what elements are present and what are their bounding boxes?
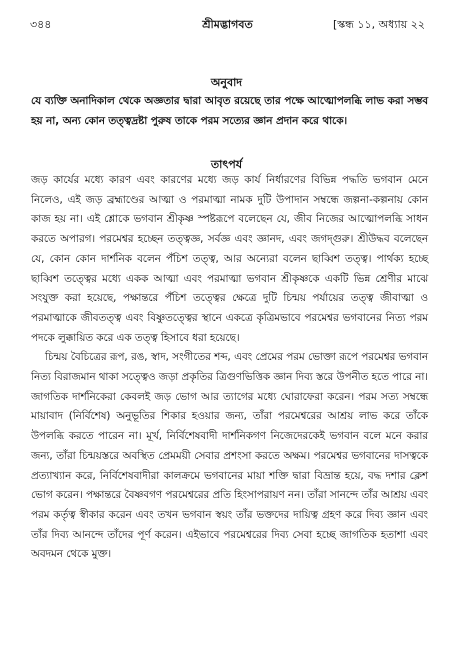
book-title: শ্রীমদ্ভাগবত [202,18,253,31]
purport-body [31,171,428,565]
translation-text: যে ব্যক্তি অনাদিকাল থেকে অজ্ঞতার দ্বারা আবৃত রয়েছে তার পক্ষে আত্মোপলব্ধি লাভ করা সম্ভব হয় না, অন্য কোন তত্ত্বদ্রষ্টা পুরুষ তাকে পরম সত্যের জ্ঞান প্রদান করে থাকে। [31,95,428,127]
chapter-reference: [স্কন্ধ ১১, অধ্যায় ২২ [332,18,425,31]
purport-paragraph: জড় কার্যের মধ্যে কারণ এবং কারণের মধ্যে জড় কার্য নির্ধারণের বিভিন্ন পদ্ধতি ভগবান মেনে নিলেও, এই জড় ব্রহ্মাণ্ডের আত্মা ও পরমাত্মা নামক দুটি উপাদান সম্বন্ধে জল্পনা-কল্পনায় কোন কাজ হয় না। এই শ্লোকে ভগবান শ্রীকৃষ্ণ স্পষ্টরূপে বলেছেন যে, জীব নিজের আত্মোপলব্ধি সাধন করতে অপারগ। পরমেশ্বর হচ্ছেন তত্ত্বজ্ঞ, সর্বজ্ঞ এবং জ্ঞানদ, এবং জগদ্গুরু। শ্রীউদ্ধব বলেছেন যে, কোন কোন দার্শনিক বলেন পঁচিশ তত্ত্ব, আর অন্যেরা বলেন ছাব্বিশ তত্ত্ব। পার্থক্য হচ্ছে ছাব্বিশ তত্ত্বের মধ্যে একক আত্মা এবং পরমাত্মা ভগবান শ্রীকৃষ্ণকে একটি ভিন্ন শ্রেণীর মাঝে সংযুক্ত করা হয়েছে, পক্ষান্তরে পঁচিশ তত্ত্বের ক্ষেত্রে দুটি চিন্ময় পর্যায়ের তত্ত্ব জীবাত্মা ও পরমাত্মাকে জীবতত্ত্ব এবং বিষ্ণুতত্ত্বের স্থানে একত্রে কৃত্রিমভাবে পরমেশ্বর ভগবানের নিত্য পরম পদকে লুক্কায়িত করে এক তত্ত্ব হিসাবে ধরা হয়েছে। [31,174,428,344]
purport-paragraph: চিন্ময় বৈচিত্রের রূপ, রঙ, স্বাদ, সংগীতের শব্দ, এবং প্রেমের পরম ভোক্তা রূপে পরমেশ্বর ভগবান নিত্য বিরাজমান থাকা সত্ত্বেও জড়া প্রকৃতির ত্রিগুণভিত্তিক জ্ঞান দিব্য স্তরে উপনীত হতে পারে না। জাগতিক দার্শনিকেরা কেবলই জড় ভোগ আর ত্যাগের মধ্যে ঘোরাফেরা করেন। পরম সত্য সম্বন্ধে মায়াবাদ (নির্বিশেষ) অনুভূতির শিকার হওয়ার জন্য, তাঁরা পরমেশ্বরের আশ্রয় লাভ করে তাঁকে উপলব্ধি করতে পারেন না। মূর্খ, নির্বিশেষবাদী দার্শনিকগণ নিজেদেরকেই ভগবান বলে মনে করার জন্য, তাঁরা চিন্ময়স্তরে অবস্থিত প্রেমময়ী সেবার প্রশংসা করতে অক্ষম। পরমেশ্বর ভগবানের দাসত্বকে প্রত্যাখ্যান করে, নির্বিশেষবাদীরা কালক্রমে ভগবানের মায়া শক্তি দ্বারা বিভ্রান্ত হয়ে, বদ্ধ দশার ক্লেশ ভোগ করেন। পক্ষান্তরে বৈষ্ণবগণ পরমেশ্বরের প্রতি হিংসাপরায়ণ নন। তাঁরা সানন্দে তাঁর আশ্রয় এবং পরম কর্তৃত্ব স্বীকার করেন এবং তখন ভগবান স্বয়ং তাঁর ভক্তদের দায়িত্ব গ্রহণ করে দিব্য জ্ঞান এবং তাঁর দিব্য আনন্দে তাঁদের পূর্ণ করেন। এইভাবে পরমেশ্বরের দিব্য সেবা হচ্ছে জাগতিক হতাশা এবং অবদমন থেকে মুক্ত। [31,351,428,561]
page-header [30,16,425,34]
translation-heading: অনুবাদ [210,76,243,89]
page-number: ৩৪৪ [30,18,52,31]
purport-heading: তাৎপর্য [210,158,243,171]
